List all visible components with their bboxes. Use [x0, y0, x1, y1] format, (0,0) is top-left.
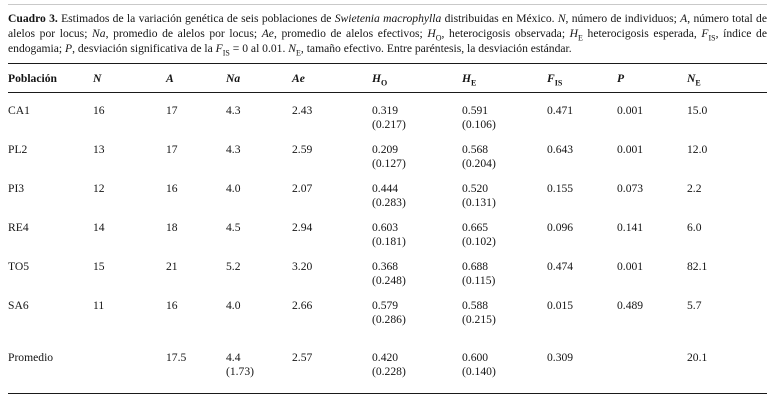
cell-ae: 2.59 — [292, 143, 313, 156]
column-header-he: $H_E$ — [462, 64, 547, 93]
cell-value: 0.665 — [462, 221, 489, 234]
cell-na: 4.0 — [226, 182, 241, 195]
cell-std-dev: (0.115) — [462, 274, 496, 287]
cell-a: 17 — [166, 143, 178, 156]
caption-run: F — [701, 27, 709, 40]
table-row-pi3 — [8, 171, 767, 210]
column-header-ne: $N_E$ — [687, 64, 767, 93]
cell-std-dev: (0.217) — [372, 118, 406, 131]
column-header-ho: $H_O$ — [372, 64, 462, 93]
cell-n: 13 — [93, 143, 105, 156]
caption-run: E — [578, 33, 583, 43]
caption-run: , número total de alelos por locus; — [8, 12, 767, 40]
cell-ho — [372, 327, 462, 394]
cell-p: 0.001 — [617, 143, 644, 156]
cell-fis: 0.309 — [547, 351, 574, 364]
cell-value: 0.420 — [372, 351, 399, 364]
cell-n: 16 — [93, 104, 105, 117]
caption-run: N — [288, 42, 297, 55]
caption-run: Cuadro 3. — [8, 12, 58, 25]
table-row-promedio — [8, 327, 767, 394]
column-header-na: Na — [226, 64, 292, 93]
cell-value: 0.591 — [462, 104, 489, 117]
cell-n: 11 — [93, 299, 105, 312]
column-header-n: N — [93, 64, 166, 93]
cell-p: 0.489 — [617, 299, 644, 312]
cell-value: 0.588 — [462, 299, 489, 312]
caption-run: F — [215, 42, 223, 55]
cell-value: 0.209 — [372, 143, 399, 156]
caption-run: , heterocigosis observada; — [441, 27, 570, 40]
cell-n — [93, 327, 166, 394]
cell-std-dev: (0.131) — [462, 196, 496, 209]
caption-run: O — [435, 33, 442, 43]
caption-run: , desviación significativa de la — [72, 42, 216, 55]
cell-value: 4.4 — [226, 351, 241, 364]
cell-value: 0.603 — [372, 221, 399, 234]
table-row-sa6 — [8, 288, 767, 327]
table-row-to5 — [8, 249, 767, 288]
cell-std-dev: (0.140) — [462, 365, 496, 378]
cell-he — [462, 249, 547, 288]
cell-he — [462, 288, 547, 327]
cell-std-dev: (0.228) — [372, 365, 406, 378]
cell-std-dev: (0.215) — [462, 313, 496, 326]
caption-run: , promedio de alelos por locus; — [105, 27, 262, 40]
caption-run: Swietenia macrophylla — [334, 12, 442, 25]
cell-n: 12 — [93, 182, 105, 195]
caption-run: Na — [92, 27, 106, 40]
cell-p: 0.001 — [617, 260, 644, 273]
cell-he — [462, 93, 547, 133]
cell-fis: 0.015 — [547, 299, 574, 312]
cell-na: 4.0 — [226, 299, 241, 312]
cell-a: 17 — [166, 104, 178, 117]
cell-he — [462, 171, 547, 210]
cell-fis: 0.643 — [547, 143, 574, 156]
caption-run: N — [557, 12, 566, 25]
cell-ho — [372, 288, 462, 327]
cell-std-dev: (0.102) — [462, 235, 496, 248]
cell-na: 4.3 — [226, 104, 241, 117]
cell-value: 0.688 — [462, 260, 489, 273]
cell-std-dev: (1.73) — [226, 365, 255, 378]
column-header-fis: $F_{IS}$ — [547, 64, 617, 93]
cell-ho — [372, 171, 462, 210]
cell-na: 4.5 — [226, 221, 241, 234]
caption-run: A — [680, 12, 688, 25]
population-cell: SA6 — [8, 299, 29, 312]
cell-ne: 5.7 — [687, 299, 702, 312]
cell-fis: 0.096 — [547, 221, 574, 234]
cell-na: 4.3 — [226, 143, 241, 156]
cell-ae: 2.43 — [292, 104, 313, 117]
cell-value: 0.600 — [462, 351, 489, 364]
top-hairline — [8, 4, 767, 5]
cell-std-dev: (0.283) — [372, 196, 406, 209]
cell-value: 0.444 — [372, 182, 399, 195]
caption-run: H — [569, 27, 579, 40]
cell-ae: 2.57 — [292, 351, 313, 364]
table-body — [8, 93, 767, 394]
caption-run: , índice de endogamia; — [8, 27, 767, 55]
header-row — [8, 64, 767, 93]
cell-p: 0.001 — [617, 104, 644, 117]
genetics-table — [8, 63, 767, 394]
table-row-pl2 — [8, 132, 767, 171]
caption-run: IS — [708, 33, 716, 43]
cell-a: 18 — [166, 221, 178, 234]
cell-fis: 0.474 — [547, 260, 574, 273]
cell-p: 0.073 — [617, 182, 644, 195]
cell-a: 17.5 — [166, 351, 187, 364]
population-cell: CA1 — [8, 104, 30, 117]
column-header-p: P — [617, 64, 687, 93]
cell-ne: 2.2 — [687, 182, 702, 195]
caption-run: heterocigosis esperada, — [582, 27, 702, 40]
cell-p — [617, 327, 687, 394]
cell-value: 0.520 — [462, 182, 489, 195]
cell-ho — [372, 210, 462, 249]
population-cell: RE4 — [8, 221, 29, 234]
caption-run: Estimados de la variación genética de seis poblaciones de — [57, 12, 335, 25]
cell-he — [462, 327, 547, 394]
cell-he — [462, 210, 547, 249]
cell-a: 16 — [166, 182, 178, 195]
cell-value: 0.568 — [462, 143, 489, 156]
cell-a: 16 — [166, 299, 178, 312]
cell-ho — [372, 249, 462, 288]
cell-fis: 0.155 — [547, 182, 574, 195]
caption-run: = 0 al 0.01. — [229, 42, 289, 55]
cell-a: 21 — [166, 260, 178, 273]
cell-fis: 0.471 — [547, 104, 574, 117]
cell-value: 0.579 — [372, 299, 399, 312]
cell-std-dev: (0.106) — [462, 118, 496, 131]
table-row-re4 — [8, 210, 767, 249]
caption-run: P — [64, 42, 73, 55]
table-row-ca1 — [8, 93, 767, 133]
population-cell: TO5 — [8, 260, 30, 273]
table-caption — [8, 11, 767, 56]
table-header — [8, 64, 767, 93]
cell-value: 0.319 — [372, 104, 399, 117]
column-header-ae: Ae — [292, 64, 372, 93]
caption-run: H — [427, 27, 436, 40]
column-header-a: A — [166, 64, 226, 93]
cell-ho — [372, 132, 462, 171]
cell-na — [226, 327, 292, 394]
caption-run: , tamaño efectivo. Entre paréntesis, la desviación estándar. — [300, 42, 572, 55]
cell-ne: 12.0 — [687, 143, 708, 156]
cell-std-dev: (0.248) — [372, 274, 406, 287]
cell-n: 15 — [93, 260, 105, 273]
population-cell: PL2 — [8, 143, 28, 156]
cell-ae: 2.07 — [292, 182, 313, 195]
cell-n: 14 — [93, 221, 105, 234]
cell-std-dev: (0.286) — [372, 313, 406, 326]
population-cell: PI3 — [8, 182, 25, 195]
cell-ne: 6.0 — [687, 221, 702, 234]
caption-run: E — [296, 48, 301, 58]
cell-ho — [372, 93, 462, 133]
cell-ae: 2.66 — [292, 299, 313, 312]
cell-ne: 82.1 — [687, 260, 708, 273]
cell-he — [462, 132, 547, 171]
caption-run: , promedio de alelos efectivos; — [273, 27, 428, 40]
cell-na: 5.2 — [226, 260, 241, 273]
cell-std-dev: (0.181) — [372, 235, 406, 248]
column-header-poblacion: Población — [8, 64, 93, 93]
caption-run: Ae — [261, 27, 274, 40]
cell-p: 0.141 — [617, 221, 644, 234]
cell-ae: 2.94 — [292, 221, 313, 234]
cell-ae: 3.20 — [292, 260, 313, 273]
caption-run: IS — [222, 48, 230, 58]
cell-ne: 20.1 — [687, 351, 708, 364]
cell-value: 0.368 — [372, 260, 399, 273]
cell-std-dev: (0.127) — [372, 157, 406, 170]
population-cell: Promedio — [8, 351, 54, 364]
cell-ne: 15.0 — [687, 104, 708, 117]
caption-run: , número de individuos; — [565, 12, 681, 25]
caption-run: distribuidas en México. — [441, 12, 558, 25]
cell-std-dev: (0.204) — [462, 157, 496, 170]
